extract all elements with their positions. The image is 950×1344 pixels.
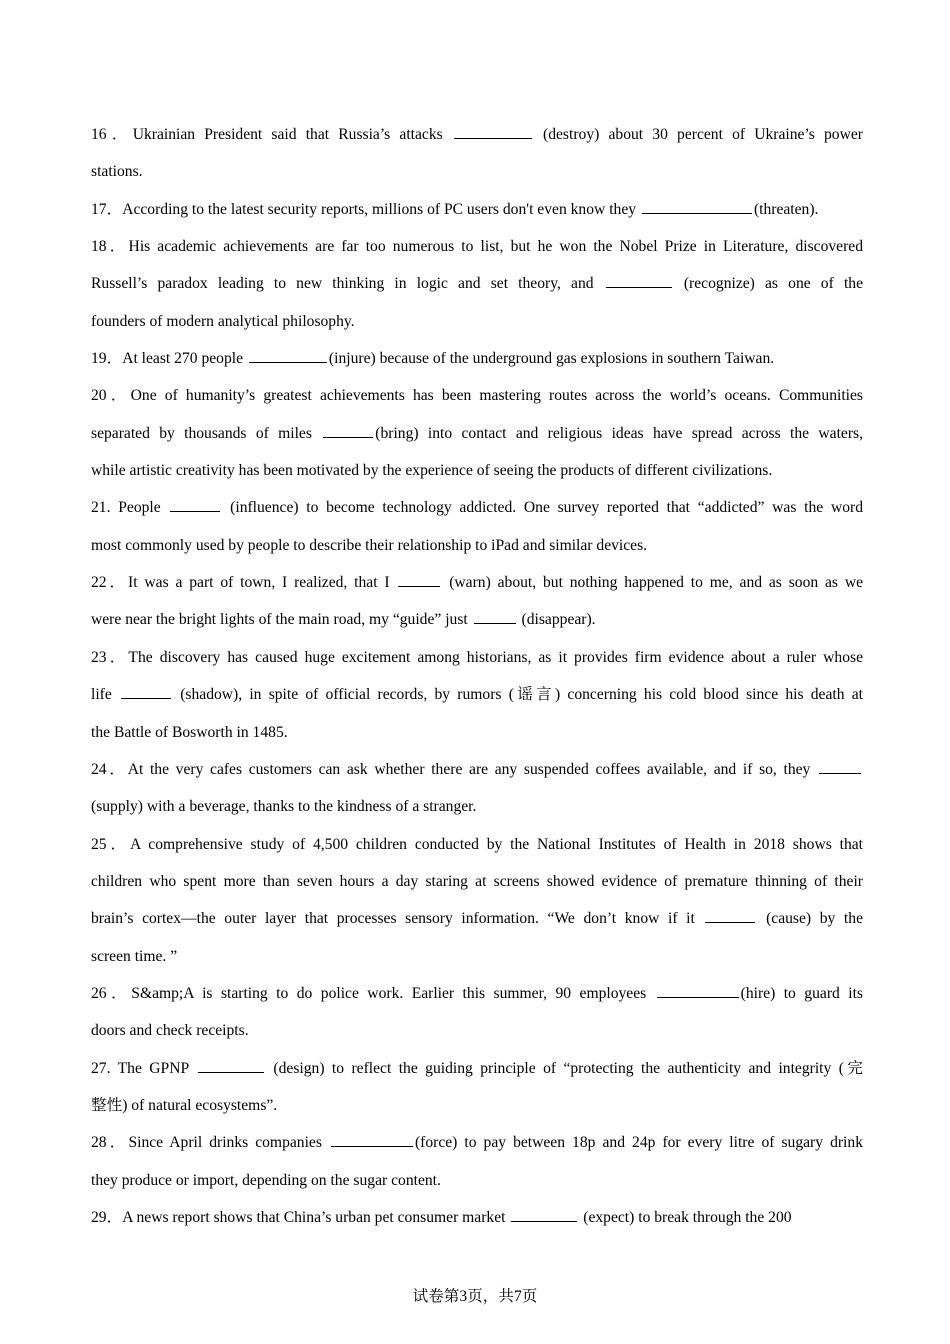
question-line (91, 1087, 863, 1124)
question-text: (supply) with a beverage, thanks to the kindness of a stranger. (91, 798, 477, 816)
question-line (91, 1199, 863, 1236)
question-text: children who spent more than seven hours a day staring at screens showed evidence of premature thinning of their (91, 872, 863, 890)
question-line (91, 340, 863, 377)
question-text: (bring) into contact and religious ideas have spread across the waters, (375, 424, 863, 442)
question-line (91, 1050, 863, 1087)
question-text: most commonly used by people to describe their relationship to iPad and similar devices. (91, 536, 648, 554)
question-text: (threaten). (753, 200, 819, 218)
question-text: (shadow), in spite of official records, by rumors (谣言) concerning his cold blood since his death at (173, 686, 863, 704)
question-line (91, 153, 863, 190)
question-text: 29．A news report shows that China’s urban pet consumer market (91, 1208, 510, 1226)
question-text: screen time. ” (91, 947, 178, 965)
question-line (91, 714, 863, 751)
question-text: 25．A comprehensive study of 4,500 children conducted by the National Institutes of Health in 2018 shows that (91, 835, 863, 853)
question-text: (recognize) as one of the (673, 275, 863, 293)
page-footer: 试卷第3页，共7页 (412, 1288, 538, 1305)
answer-blank (331, 1145, 413, 1147)
question-text: (design) to reflect the guiding principle of “protecting the authenticity and integrity (完 (266, 1059, 863, 1077)
question-text: 27. The GPNP (91, 1059, 196, 1077)
answer-blank (398, 585, 440, 587)
question-text: 整性) of natural ecosystems”. (91, 1096, 278, 1114)
question-line (91, 191, 863, 228)
question-29 (91, 1199, 863, 1236)
question-line (91, 489, 863, 526)
answer-blank (323, 436, 373, 438)
question-26 (91, 975, 863, 1050)
question-22 (91, 564, 863, 639)
question-text: (injure) because of the underground gas explosions in southern Taiwan. (328, 350, 775, 368)
question-text: 19．At least 270 people (91, 350, 247, 368)
question-line (91, 228, 863, 265)
question-line (91, 564, 863, 601)
question-text: (warn) about, but nothing happened to me, and as soon as we (442, 574, 863, 592)
question-text: while artistic creativity has been motivated by the experience of seeing the products of different civilizations. (91, 462, 773, 480)
question-text: (disappear). (517, 611, 596, 629)
answer-blank (121, 697, 171, 699)
question-text: (force) to pay between 18p and 24p for every litre of sugary drink (414, 1134, 863, 1152)
question-text: were near the bright lights of the main road, my “guide” just (91, 611, 472, 629)
question-24 (91, 751, 863, 826)
question-text: (hire) to guard its (740, 984, 863, 1002)
question-line (91, 639, 863, 676)
question-23 (91, 639, 863, 751)
question-text: stations. (91, 163, 143, 181)
question-line (91, 676, 863, 713)
question-text: 18．His academic achievements are far too numerous to list, but he won the Nobel Prize in Literature, discovered (91, 238, 863, 256)
question-line (91, 601, 863, 638)
question-text: 17．According to the latest security reports, millions of PC users don't even know they (91, 200, 640, 218)
answer-blank (642, 212, 752, 214)
question-line (91, 377, 863, 414)
question-text: doors and check receipts. (91, 1022, 249, 1040)
question-text: founders of modern analytical philosophy. (91, 312, 355, 330)
answer-blank (705, 921, 755, 923)
question-line (91, 1162, 863, 1199)
question-text: 16．Ukrainian President said that Russia’s attacks (91, 126, 452, 143)
question-text: 21. People (91, 499, 169, 517)
question-line (91, 265, 863, 302)
answer-blank (170, 510, 220, 512)
question-line (91, 415, 863, 452)
answer-blank (249, 361, 327, 363)
question-list (91, 116, 863, 1236)
question-text: 20．One of humanity’s greatest achievements has been mastering routes across the world’s oceans. Communities (91, 387, 863, 405)
question-line (91, 1012, 863, 1049)
question-text: life (91, 686, 119, 704)
question-text: 26．S&amp;A is starting to do police work. Earlier this summer, 90 employees (91, 984, 655, 1002)
question-text: (influence) to become technology addicted. One survey reported that “addicted” was the word (222, 499, 863, 517)
answer-blank (606, 286, 672, 288)
question-line (91, 863, 863, 900)
question-line (91, 900, 863, 937)
question-20 (91, 377, 863, 489)
question-line (91, 826, 863, 863)
question-text: Russell’s paradox leading to new thinking in logic and set theory, and (91, 275, 604, 293)
question-line (91, 1124, 863, 1161)
question-line (91, 938, 863, 975)
question-text: brain’s cortex—the outer layer that processes sensory information. “We don’t know if it (91, 910, 704, 928)
question-text: 22．It was a part of town, I realized, that I (91, 574, 397, 592)
question-line (91, 452, 863, 489)
answer-blank (819, 772, 861, 774)
question-line (91, 303, 863, 340)
question-text: 28．Since April drinks companies (91, 1134, 329, 1152)
question-line (91, 751, 863, 788)
answer-blank (511, 1220, 577, 1222)
question-line (91, 527, 863, 564)
question-text: they produce or import, depending on the sugar content. (91, 1171, 441, 1189)
question-text: 24．At the very cafes customers can ask whether there are any suspended coffees available, and if so, they (91, 760, 817, 778)
question-line (91, 116, 863, 153)
answer-blank (454, 137, 532, 139)
question-19 (91, 340, 863, 377)
question-17 (91, 191, 863, 228)
question-text: (expect) to break through the 200 (579, 1208, 792, 1226)
answer-blank (657, 996, 739, 998)
question-18 (91, 228, 863, 340)
question-text: (cause) by the (757, 910, 863, 928)
question-27 (91, 1050, 863, 1125)
question-21 (91, 489, 863, 564)
question-text: the Battle of Bosworth in 1485. (91, 723, 288, 741)
question-25 (91, 826, 863, 975)
question-16 (91, 116, 863, 191)
question-line (91, 788, 863, 825)
question-text: (destroy) about 30 percent of Ukraine’s power (533, 126, 863, 143)
answer-blank (474, 622, 516, 624)
answer-blank (198, 1071, 264, 1073)
question-28 (91, 1124, 863, 1199)
question-text: separated by thousands of miles (91, 424, 322, 442)
question-text: 23．The discovery has caused huge excitement among historians, as it provides firm evidence about a ruler whose (91, 648, 863, 666)
question-line (91, 975, 863, 1012)
